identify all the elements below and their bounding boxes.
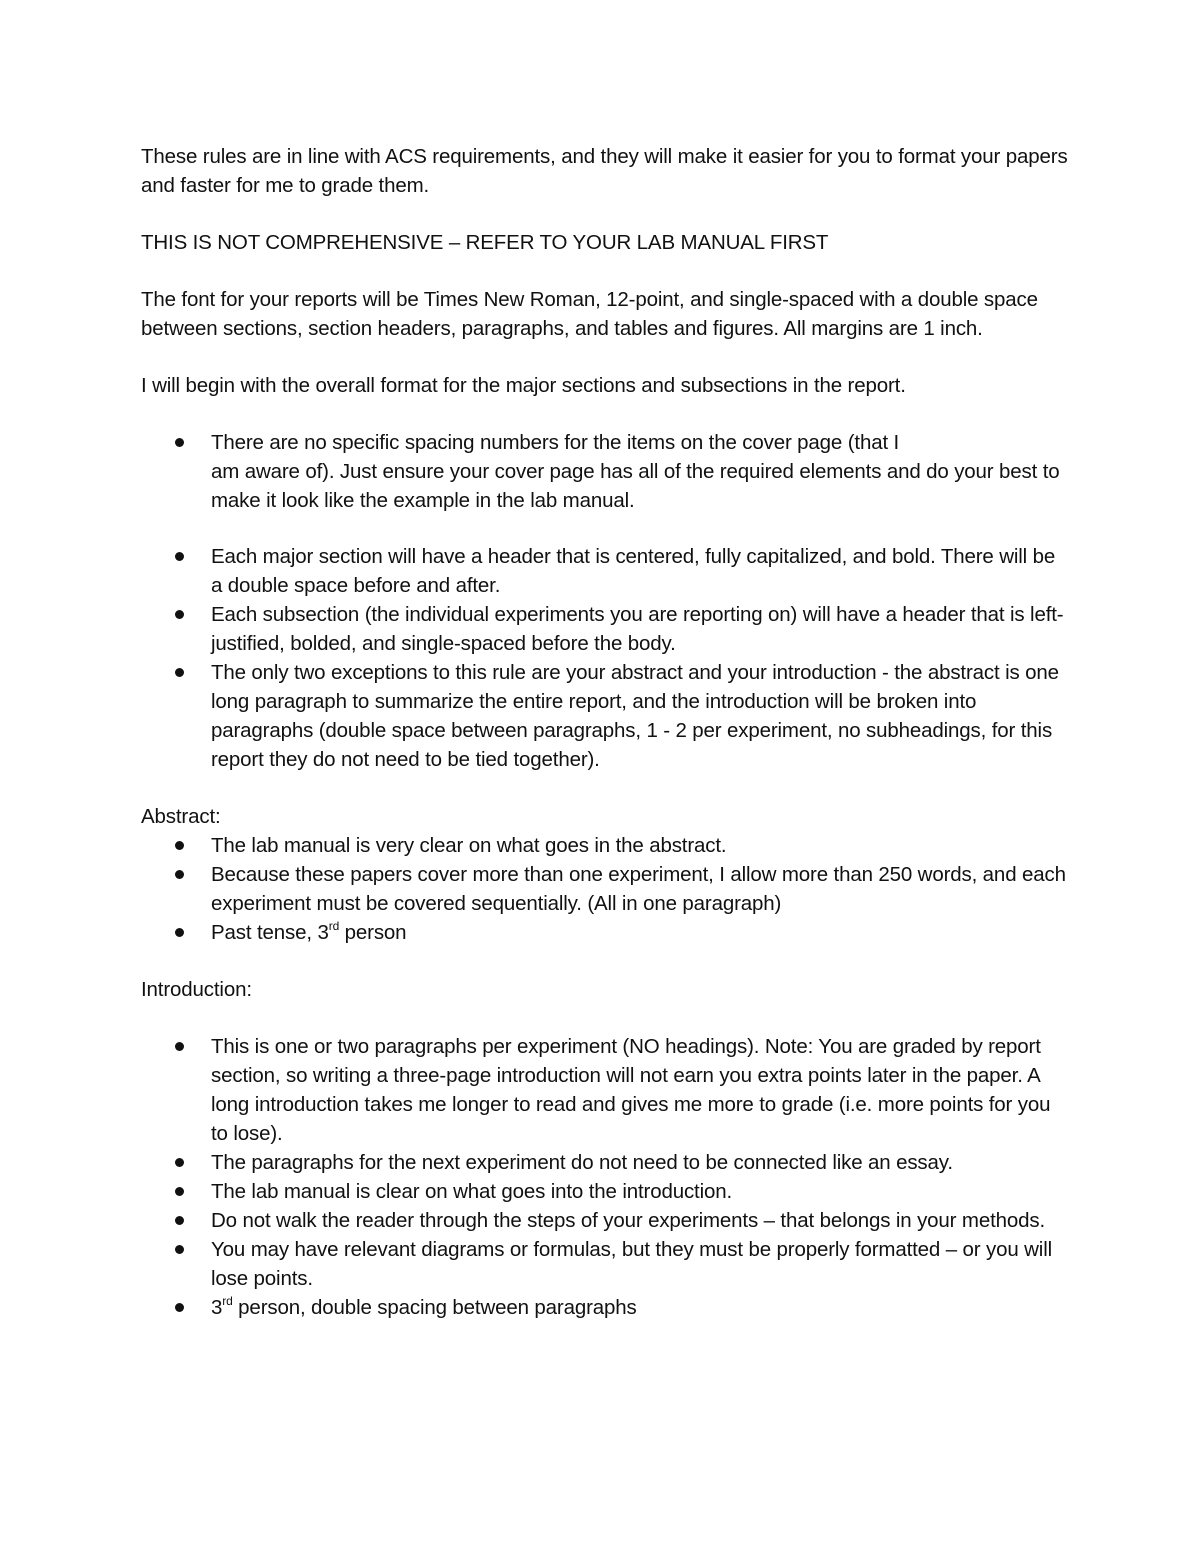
list-item-text: You may have relevant diagrams or formulas, but they must be properly formatted – or you will lose points.	[211, 1238, 1053, 1290]
list-item-text: Each major section will have a header that is centered, fully capitalized, and bold. There will be a double space before and after.	[211, 545, 1056, 597]
bullet-icon	[175, 841, 184, 850]
list-item	[141, 542, 1071, 600]
list-item-text: The only two exceptions to this rule are your abstract and your introduction - the abstract is one long paragraph to summarize the entire report, and the introduction will be broken into paragraphs (double space between paragraphs, 1 - 2 per experiment, no subheadings, for this report they do not need to be tied together).	[211, 661, 1059, 771]
notice-line: THIS IS NOT COMPREHENSIVE – REFER TO YOUR LAB MANUAL FIRST	[141, 231, 829, 254]
overall-paragraph: I will begin with the overall format for the major sections and subsections in the report.	[141, 374, 906, 397]
bullet-icon	[175, 1245, 184, 1254]
bullet-icon	[175, 438, 184, 447]
list-item	[141, 831, 1071, 860]
list-item-text: Each subsection (the individual experiments you are reporting on) will have a header that is left-justified, bolded, and single-spaced before the body.	[211, 603, 1064, 655]
cover-page-line-2: am aware of). Just ensure your cover page has all of the required elements and do your best to make it look like the example in the lab manual.	[211, 460, 1060, 512]
abstract-bullet-list	[141, 831, 1071, 947]
introduction-heading: Introduction:	[141, 978, 252, 1001]
bullet-icon	[175, 668, 184, 677]
list-item-text: This is one or two paragraphs per experiment (NO headings). Note: You are graded by report section, so writing a three-page introduction will not earn you extra points later in the paper. A long introduction takes me longer to read and gives me more to grade (i.e. more points for you to lose).	[211, 1035, 1051, 1145]
bullet-icon	[175, 870, 184, 879]
list-item	[141, 860, 1071, 918]
bullet-icon	[175, 1187, 184, 1196]
bullet-icon	[175, 610, 184, 619]
list-item-text: The lab manual is very clear on what goes in the abstract.	[211, 834, 727, 857]
general-bullet-list	[141, 428, 1071, 515]
list-item	[141, 918, 1071, 947]
list-item	[141, 1177, 1071, 1206]
document-body	[141, 142, 1071, 1322]
font-paragraph: The font for your reports will be Times New Roman, 12-point, and single-spaced with a double space between sections, section headers, paragraphs, and tables and figures. All margins are 1 inch.	[141, 288, 1038, 340]
list-item-text-tail: person	[339, 921, 407, 944]
list-item	[141, 658, 1071, 774]
list-item-text-tail: person, double spacing between paragraphs	[232, 1296, 637, 1319]
list-item-text: Do not walk the reader through the steps of your experiments – that belongs in your methods.	[211, 1209, 1046, 1232]
cover-page-line-1: There are no specific spacing numbers for the items on the cover page (that I	[211, 431, 900, 454]
list-item	[141, 1148, 1071, 1177]
bullet-icon	[175, 1042, 184, 1051]
list-item-text: The paragraphs for the next experiment do not need to be connected like an essay.	[211, 1151, 953, 1174]
list-item	[141, 600, 1071, 658]
ordinal-suffix: rd	[328, 919, 340, 934]
ordinal-suffix: rd	[222, 1294, 233, 1309]
list-item-text: 3	[211, 1296, 223, 1319]
abstract-heading: Abstract:	[141, 805, 221, 828]
bullet-icon	[175, 1216, 184, 1225]
bullet-icon	[175, 552, 184, 561]
list-item-text: Past tense, 3	[211, 921, 329, 944]
list-item	[141, 1235, 1071, 1293]
intro-paragraph: These rules are in line with ACS requirements, and they will make it easier for you to format your papers and faster for me to grade them.	[141, 145, 1068, 197]
list-item	[141, 1032, 1071, 1148]
introduction-bullet-list	[141, 1032, 1071, 1322]
bullet-icon	[175, 1303, 184, 1312]
general-bullet-list-2	[141, 542, 1071, 774]
list-item-text: The lab manual is clear on what goes into the introduction.	[211, 1180, 733, 1203]
list-item-text: Because these papers cover more than one experiment, I allow more than 250 words, and each experiment must be covered sequentially. (All in one paragraph)	[211, 863, 1066, 915]
bullet-icon	[175, 1158, 184, 1167]
list-item	[141, 1293, 1071, 1322]
bullet-icon	[175, 928, 184, 937]
list-item	[141, 428, 1071, 515]
list-item	[141, 1206, 1071, 1235]
